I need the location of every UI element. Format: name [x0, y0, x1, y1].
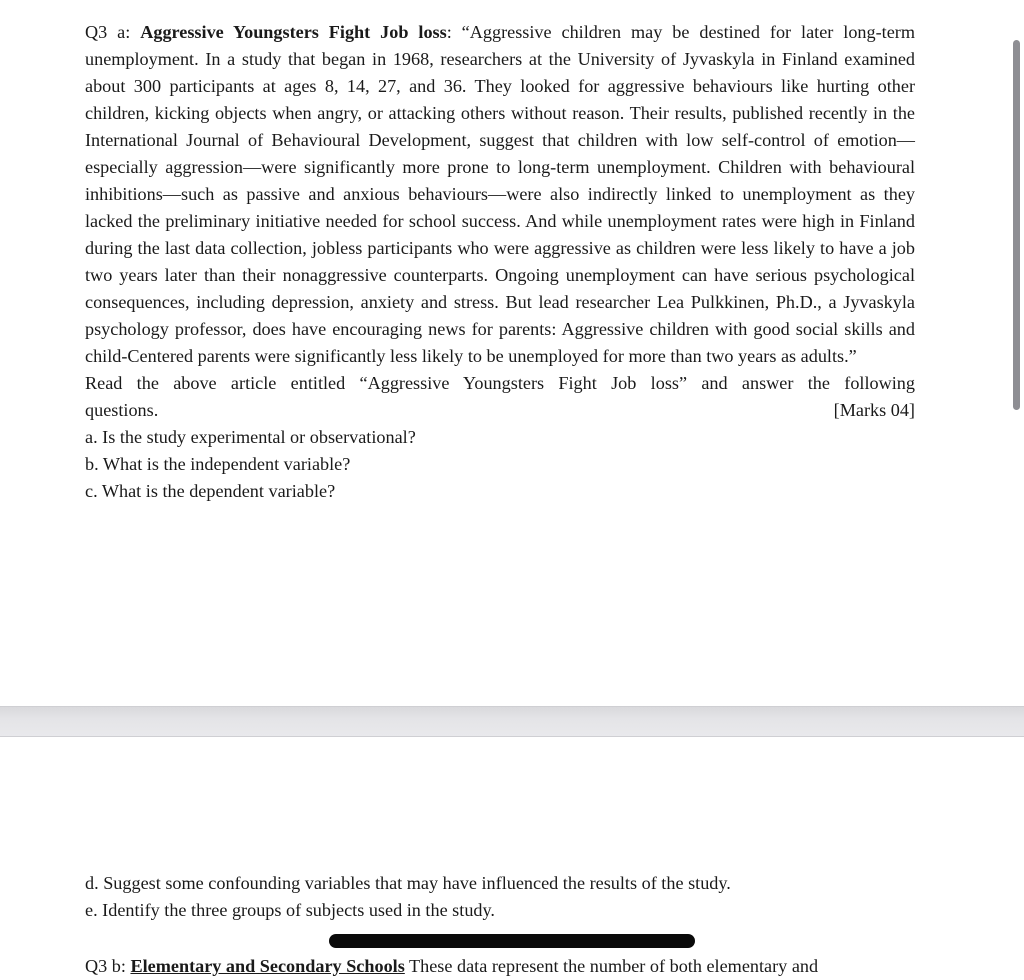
- question-3b-text: These data represent the number of both elementary and: [404, 956, 819, 976]
- document-page-2: [0, 737, 1024, 967]
- article-paragraph: [85, 19, 915, 370]
- question-c: c. What is the dependent variable?: [85, 481, 336, 501]
- marks-label: [Marks 04]: [833, 400, 915, 420]
- instruction-line: Read the above article entitled “Aggressive Youngsters Fight Job loss” and answer the following: [85, 373, 915, 393]
- question-a: a. Is the study experimental or observational?: [85, 427, 416, 447]
- scrollbar-thumb[interactable]: [1013, 40, 1020, 410]
- question-label: Q3 a:: [85, 22, 141, 42]
- home-indicator-bar[interactable]: [329, 934, 695, 948]
- instruction-row: [85, 397, 915, 424]
- question-e: e. Identify the three groups of subjects used in the study.: [85, 900, 495, 920]
- article-text: : “Aggressive children may be destined for later long-term unemployment. In a study that began in 1968, researchers at the University of Jyvaskyla in Finland examined about 300 participants at ages 8, 14, 27, and 36. They looked for aggressive behaviours like hurting other children, kicking objects when angry, or attacking others without reason. Their results, published recently in the International Journal of Behavioural Development, suggest that children with low self-control of emotion—especially aggression—were significantly more prone to long-term unemployment. Children with behavioural inhibitions—such as passive and anxious behaviours—were also indirectly linked to unemployment as they lacked the preliminary initiative needed for school success. And while unemployment rates were high in Finland during the last data collection, jobless participants who were aggressive as children were less likely to have a job two years later than their nonaggressive counterparts. Ongoing unemployment can have serious psychological consequences, including depression, anxiety and stress. But lead researcher Lea Pulkkinen, Ph.D., a Jyvaskyla psychology professor, does have encouraging news for parents: Aggressive children with good social skills and child-Centered parents were significantly less likely to be unemployed for more than two years as adults.”: [85, 22, 915, 366]
- question-b: b. What is the independent variable?: [85, 454, 351, 474]
- question-3a: [85, 19, 915, 505]
- question-3a-continued: [85, 870, 915, 924]
- article-title: Aggressive Youngsters Fight Job loss: [140, 22, 447, 42]
- question-d: d. Suggest some confounding variables that may have influenced the results of the study.: [85, 873, 731, 893]
- page-separator: [0, 706, 1024, 737]
- question-3b-label: Q3 b:: [85, 956, 131, 976]
- question-3b-title: Elementary and Secondary Schools: [130, 956, 405, 976]
- instruction-end: questions.: [85, 400, 159, 420]
